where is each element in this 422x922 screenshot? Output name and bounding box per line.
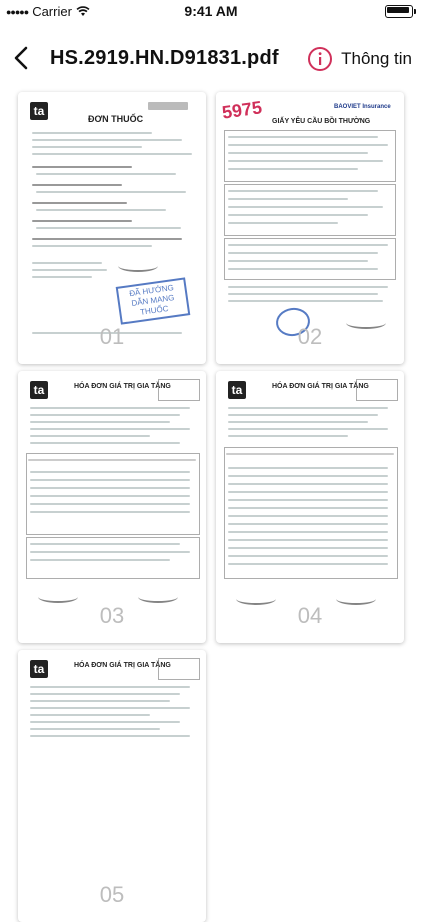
page-number: 02 <box>297 324 323 349</box>
signature <box>38 591 78 603</box>
hospital-logo: ta <box>228 381 246 399</box>
page-number: 01 <box>99 324 125 349</box>
hospital-logo: ta <box>30 660 48 678</box>
page-number: 03 <box>99 603 125 628</box>
hospital-logo: ta <box>30 102 48 120</box>
battery-indicator <box>385 5 416 18</box>
carrier-label: Carrier <box>32 4 72 19</box>
hospital-logo: ta <box>30 381 48 399</box>
page-thumbnail-2[interactable] <box>216 92 404 364</box>
page-thumbnail-grid <box>0 92 422 907</box>
page-heading: HÓA ĐƠN GIÁ TRỊ GIA TĂNG <box>74 383 171 390</box>
page-heading: HÓA ĐƠN GIÁ TRỊ GIA TĂNG <box>74 662 171 669</box>
info-label: Thông tin <box>341 49 412 68</box>
back-button[interactable] <box>10 44 34 72</box>
page-thumbnail-5[interactable] <box>18 650 206 922</box>
status-bar <box>0 0 422 22</box>
signature <box>236 593 276 605</box>
signature <box>336 593 376 605</box>
page-thumbnail-4[interactable] <box>216 371 404 643</box>
handwritten-number: 5975 <box>220 97 264 123</box>
signature <box>346 317 386 329</box>
page-thumbnail-3[interactable] <box>18 371 206 643</box>
page-number: 04 <box>297 603 323 628</box>
brand-label: BAOVIET Insurance <box>334 104 391 110</box>
page-heading: ĐƠN THUỐC <box>88 114 144 124</box>
battery-tip <box>414 9 416 14</box>
chevron-left-icon <box>10 44 34 72</box>
signature <box>118 260 158 272</box>
info-button[interactable] <box>307 46 412 72</box>
stamp-guidance: ĐÃ HƯỚNG DẪN MANG THUỐC <box>116 277 191 324</box>
battery-icon <box>385 5 413 18</box>
page-heading: GIẤY YÊU CẦU BỒI THƯỜNG <box>272 118 371 125</box>
page-thumbnail-1[interactable] <box>18 92 206 364</box>
page-number: 05 <box>99 882 125 907</box>
navigation-bar <box>0 34 422 82</box>
document-title: HS.2919.HN.D91831.pdf <box>50 47 279 69</box>
signal-dots-icon: ●●●●● <box>6 6 29 17</box>
page-heading: HÓA ĐƠN GIÁ TRỊ GIA TĂNG <box>272 383 369 390</box>
clock: 9:41 AM <box>184 3 238 19</box>
signature <box>138 591 178 603</box>
info-icon <box>307 46 333 72</box>
